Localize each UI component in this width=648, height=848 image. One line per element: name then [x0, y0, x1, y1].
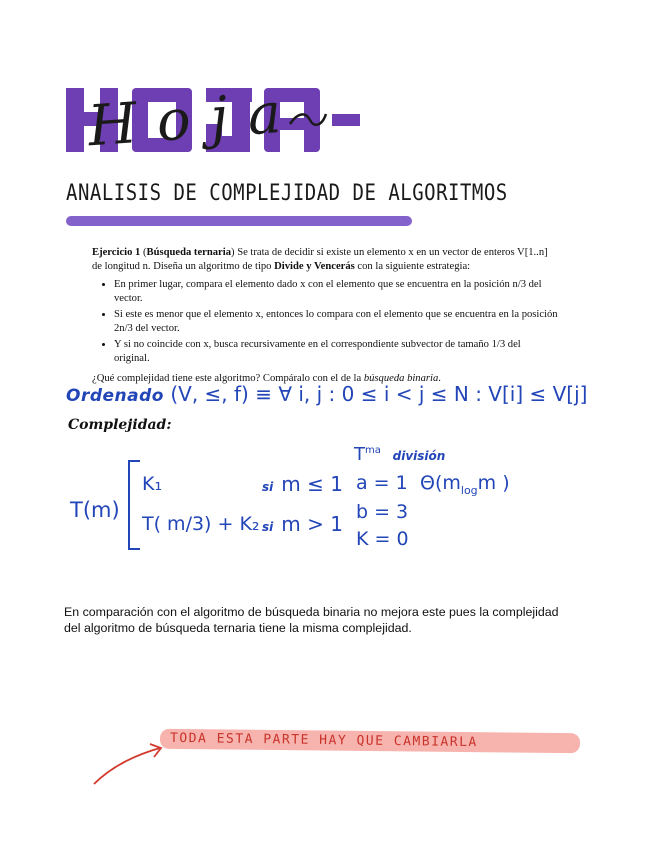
complejidad-heading: Complejidad: [68, 417, 172, 433]
master-theorem-heading [354, 446, 445, 464]
exercise-intro-b: con la siguiente estrategia: [354, 261, 471, 272]
exercise-intro: Ejercicio 1 (Búsqueda ternaria) Se trata de decidir si existe un elemento x en un vector de enteros V[1..n] de longitud n. Diseña un algoritmo de tipo Divide y Vencerás con la siguiente estrategia: [92, 247, 548, 272]
exercise-intro-a: Se trata de decidir si existe un elemento x en un vector de enteros V[1..n] de longitud n. Diseña un algoritmo de tipo [92, 247, 548, 272]
case-bracket [128, 460, 140, 550]
question-b: . [438, 373, 441, 384]
list-item: • Si este es menor que el elemento x, entonces lo compara con el elemento que se encuentra en la posición 2n/3 del vector. [114, 308, 558, 336]
param-k: K = 0 [356, 528, 409, 550]
annotation-text: TODA ESTA PARTE HAY QUE CAMBIARLA [169, 730, 478, 751]
strategy-list [92, 278, 558, 366]
param-b: b = 3 [356, 501, 409, 523]
case2-value: T( m/3) + K₂ [142, 513, 260, 535]
case2-condition [262, 514, 343, 534]
list-item: • Y si no coincide con x, busca recursivamente en el correspondiente subvector de tamaño 1/3 del original. [114, 338, 558, 366]
tilde-mark [288, 110, 328, 130]
question-ital: búsqueda binaria [363, 373, 439, 384]
arrow-icon [88, 738, 168, 790]
list-item: • En primer lugar, compara el elemento dado x con el elemento que se encuentra en la posición n/3 del vector. [114, 278, 558, 306]
theta-prefix: Θ(m [420, 472, 461, 494]
exercise-name: Búsqueda ternaria [146, 247, 231, 258]
si-word: si [262, 480, 274, 494]
tm-sup: ma [365, 445, 381, 456]
exercise-intro-bold: Divide y Vencerás [274, 261, 355, 272]
theta-log: log [460, 483, 478, 497]
question-a: ¿Qué complejidad tiene este algoritmo? Compáralo con el de la [92, 373, 364, 384]
case1-value: K₁ [142, 473, 163, 495]
ordenado-word: Ordenado [66, 386, 164, 406]
complexity-result [420, 474, 510, 496]
case1-cond-text: m ≤ 1 [281, 472, 343, 496]
exercise-statement [92, 246, 558, 390]
si-word: si [262, 520, 274, 534]
highlight-bar [66, 216, 412, 226]
theta-suffix: m ) [477, 472, 510, 494]
tm-label: T [354, 444, 365, 465]
ordenado-definition [66, 384, 587, 405]
ordenado-formula: (V, ≤, f) ≡ ∀ i, j : 0 ≤ i < j ≤ N : V[i] ≤ V[j] [170, 382, 588, 406]
page-subtitle: ANALISIS DE COMPLEJIDAD DE ALGORITMOS [66, 180, 508, 206]
recurrence-label: T(m) [70, 498, 120, 522]
script-title: Hoja [85, 79, 304, 160]
title-dash [332, 114, 360, 126]
exercise-label: Ejercicio 1 [92, 247, 141, 258]
title-block [60, 70, 360, 180]
division-word: división [392, 449, 446, 463]
param-a: a = 1 [356, 472, 408, 494]
case1-condition [262, 474, 343, 494]
block-title-text [60, 70, 63, 71]
case2-cond-text: m > 1 [281, 512, 343, 536]
comparison-paragraph: En comparación con el algoritmo de búsqueda binaria no mejora este pues la complejidad del algoritmo de búsqueda ternaria tiene la misma complejidad. [64, 605, 559, 635]
